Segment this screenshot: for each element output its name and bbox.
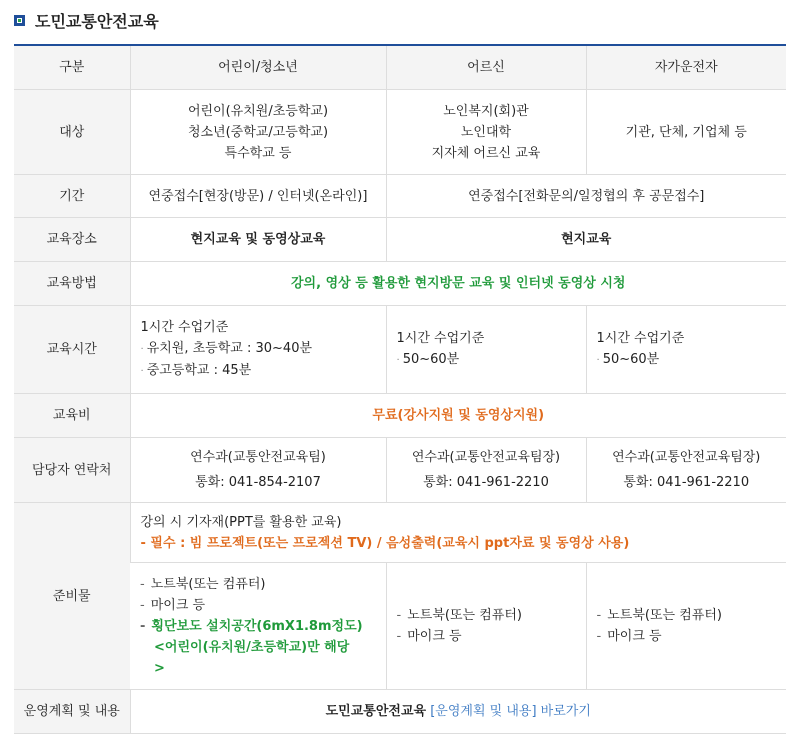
list-item: - 노트북(또는 컴퓨터) — [596, 608, 722, 623]
table-row-period — [14, 175, 786, 218]
prep-youth — [130, 563, 386, 690]
list-item: - 마이크 등 — [596, 629, 662, 644]
prep-senior-list — [397, 605, 586, 647]
plan-text: 도민교통안전교육 — [325, 704, 427, 719]
time-senior-head: 1시간 수업기준 — [396, 331, 485, 346]
contact-youth — [130, 438, 386, 503]
period-other: 연중접수[전화문의/일정협의 후 공문접수] — [386, 175, 786, 218]
target-senior — [386, 90, 586, 175]
prep-common-head: 강의 시 기자재(PPT를 활용한 교육) — [140, 514, 342, 530]
table-row-prep-common — [14, 503, 786, 563]
row-label-plan: 운영계획 및 내용 — [14, 690, 130, 734]
prep-common — [130, 503, 786, 563]
row-label-place: 교육장소 — [14, 218, 130, 262]
row-label-period: 기간 — [14, 175, 130, 218]
prep-youth-list — [140, 574, 386, 679]
table-row-time — [14, 306, 786, 394]
education-info-table — [14, 44, 786, 734]
prep-senior — [386, 563, 586, 690]
target-youth-line: 청소년(중학교/고등학교) — [187, 124, 329, 140]
bullet-dot-icon: · — [396, 355, 400, 366]
row-label-fee: 교육비 — [14, 394, 130, 438]
contact-driver — [586, 438, 786, 503]
table-row-place — [14, 218, 786, 262]
bullet-dot-icon: · — [140, 344, 144, 355]
table-row-method — [14, 262, 786, 306]
target-driver: 기관, 단체, 기업체 등 — [586, 90, 786, 175]
contact-driver-dept: 연수과(교통안전교육팀장) — [612, 450, 761, 465]
time-driver — [586, 306, 786, 394]
row-label-prep: 준비물 — [14, 503, 130, 690]
list-item: - 노트북(또는 컴퓨터) — [140, 576, 266, 592]
table-row-fee — [14, 394, 786, 438]
header-youth: 어린이/청소년 — [130, 45, 386, 90]
page-title-row — [14, 8, 159, 32]
prep-driver — [586, 563, 786, 690]
time-youth — [130, 306, 386, 394]
bullet-dot-icon: · — [596, 355, 600, 366]
plan-link[interactable]: [운영계획 및 내용] 바로가기 — [430, 704, 591, 719]
contact-senior — [386, 438, 586, 503]
place-other: 현지교육 — [386, 218, 786, 262]
contact-youth-dept: 연수과(교통안전교육팀) — [190, 450, 326, 465]
contact-senior-dept: 연수과(교통안전교육팀장) — [411, 450, 561, 465]
list-item: - 노트북(또는 컴퓨터) — [396, 608, 522, 623]
row-label-target: 대상 — [14, 90, 130, 175]
list-item: - 마이크 등 — [396, 629, 462, 644]
time-driver-head: 1시간 수업기준 — [596, 331, 685, 346]
fee-value: 무료(강사지원 및 동영상지원) — [130, 394, 786, 438]
place-youth: 현지교육 및 동영상교육 — [130, 218, 386, 262]
contact-senior-tel: 통화: 041-961-2210 — [423, 475, 549, 490]
square-bullet-icon — [14, 15, 25, 26]
plan-cell — [130, 690, 786, 734]
time-youth-head: 1시간 수업기준 — [140, 320, 229, 335]
list-item-note: <어린이(유치원/초등학교)만 해당 — [154, 639, 350, 655]
target-senior-line: 지자체 어르신 교육 — [431, 145, 541, 161]
prep-driver-list — [597, 605, 787, 647]
contact-youth-tel: 통화: 041-854-2107 — [195, 475, 321, 490]
contact-driver-tel: 통화: 041-961-2210 — [623, 475, 750, 490]
target-youth-line: 어린이(유치원/초등학교) — [187, 103, 329, 119]
header-senior: 어르신 — [386, 45, 586, 90]
time-driver-item: · 50~60분 — [596, 352, 660, 367]
table-row-target — [14, 90, 786, 175]
target-youth — [130, 90, 386, 175]
list-item-note: > — [154, 660, 165, 676]
time-youth-item: · 중고등학교 : 45분 — [140, 363, 252, 378]
target-senior-line: 노인복지(회)관 — [443, 103, 529, 119]
time-senior — [386, 306, 586, 394]
time-youth-item: · 유치원, 초등학교 : 30~40분 — [140, 341, 313, 356]
bullet-dot-icon: · — [140, 366, 144, 377]
period-youth: 연중접수[현장(방문) / 인터넷(온라인)] — [130, 175, 386, 218]
table-header-row — [14, 45, 786, 90]
header-driver: 자가운전자 — [586, 45, 786, 90]
row-label-contact: 담당자 연락처 — [14, 438, 130, 503]
row-label-method: 교육방법 — [14, 262, 130, 306]
table-row-plan — [14, 690, 786, 734]
target-senior-line: 노인대학 — [460, 124, 512, 140]
method-value: 강의, 영상 등 활용한 현지방문 교육 및 인터넷 동영상 시청 — [130, 262, 786, 306]
time-senior-item: · 50~60분 — [396, 352, 460, 367]
list-item: - 횡단보도 설치공간(6mX1.8m정도) — [140, 618, 363, 634]
table-row-prep-items — [14, 563, 786, 690]
prep-common-required: - 필수 : 빔 프로젝트(또는 프로젝션 TV) / 음성출력(교육시 ppt자료 및 동영상 사용) — [140, 535, 630, 551]
table-row-contact — [14, 438, 786, 503]
target-youth-line: 특수학교 등 — [224, 145, 292, 161]
list-item: - 마이크 등 — [140, 597, 206, 613]
page-title: 도민교통안전교육 — [35, 11, 159, 31]
row-label-time: 교육시간 — [14, 306, 130, 394]
header-category: 구분 — [14, 45, 130, 90]
